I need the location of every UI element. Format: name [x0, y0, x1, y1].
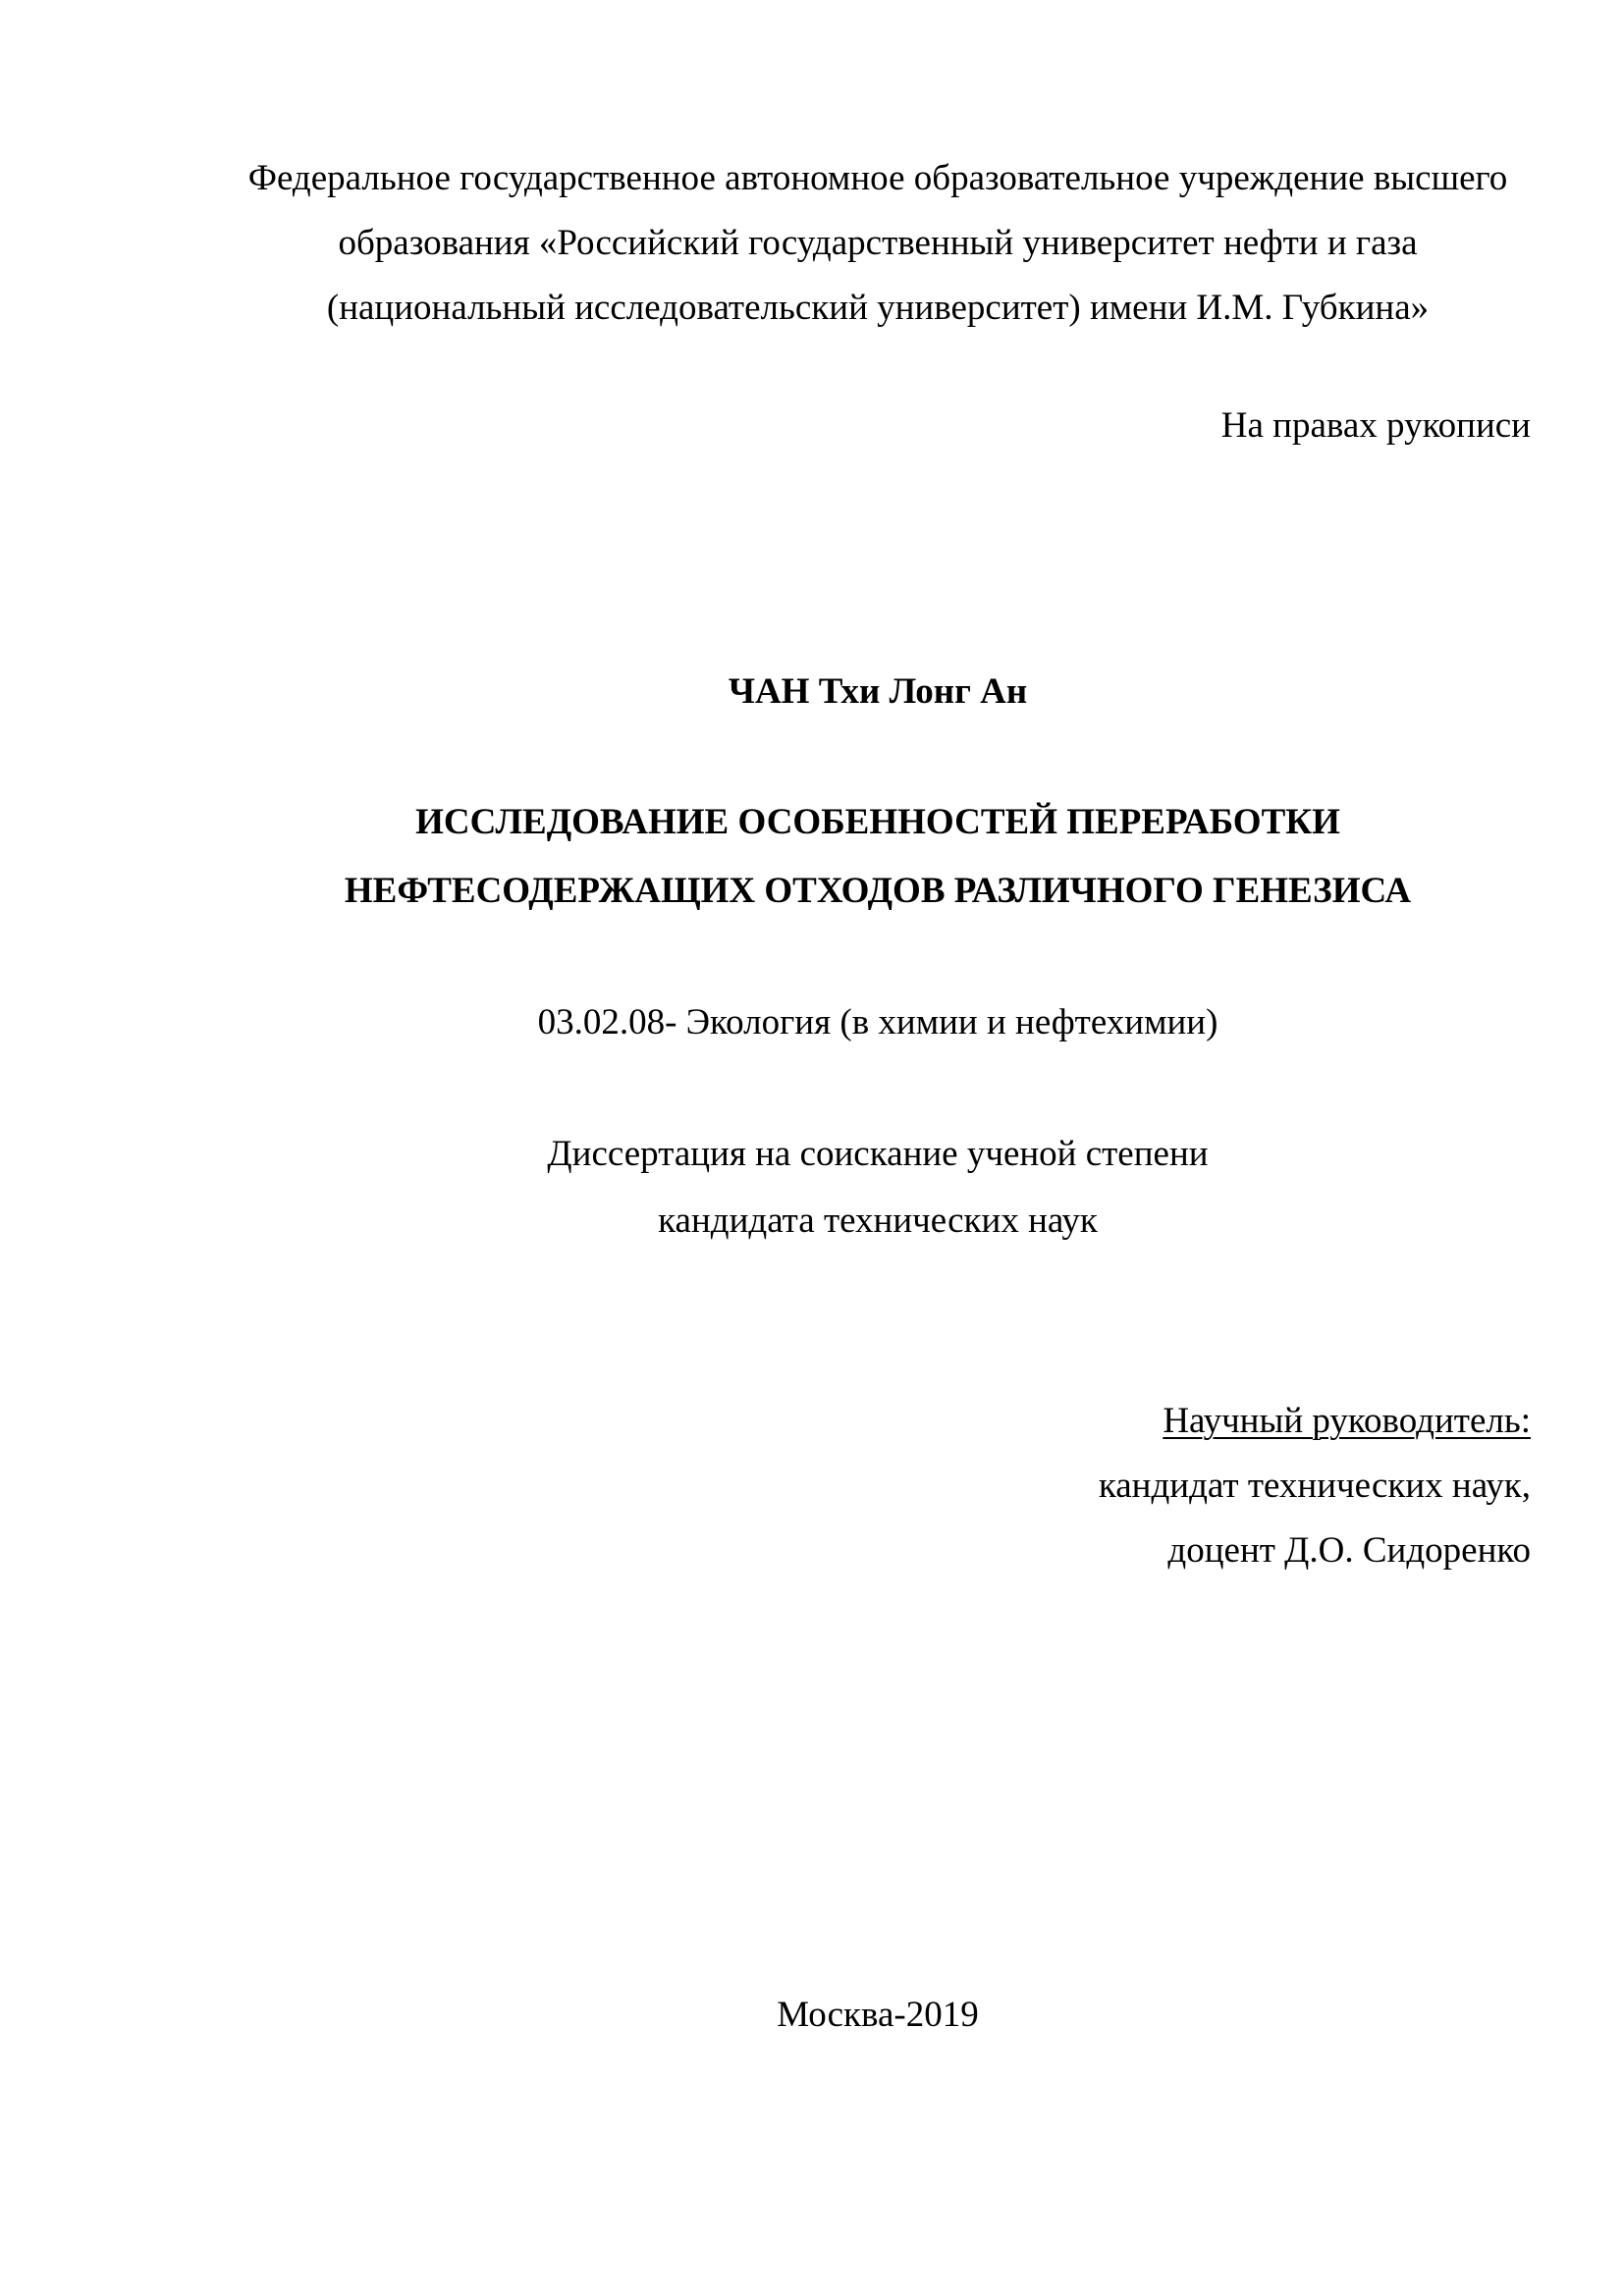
supervisor-name: доцент Д.О. Сидоренко	[1167, 1530, 1531, 1571]
supervisor-degree: кандидат технических наук,	[1098, 1466, 1531, 1506]
manuscript-note: На правах рукописи	[1220, 405, 1531, 446]
degree-line-2: кандидата технических наук	[658, 1201, 1098, 1241]
city-year: Москва-2019	[777, 1995, 979, 2035]
institution-line-2: образования «Российский государственный университет нефти и газа	[338, 223, 1418, 263]
institution-line-1: Федеральное государственное автономное образовательное учреждение высшего	[247, 158, 1508, 198]
institution-line-3: (национальный исследовательский университет) имени И.М. Губкина»	[326, 288, 1430, 328]
dissertation-title-line-1: ИССЛЕДОВАНИЕ ОСОБЕННОСТЕЙ ПЕРЕРАБОТКИ	[415, 802, 1340, 842]
specialty-code: 03.02.08- Экология (в химии и нефтехимии)	[537, 1002, 1218, 1042]
author-name: ЧАН Тхи Лонг Ан	[728, 671, 1028, 712]
dissertation-title-line-2: НЕФТЕСОДЕРЖАЩИХ ОТХОДОВ РАЗЛИЧНОГО ГЕНЕЗИСА	[344, 871, 1412, 911]
supervisor-label: Научный руководитель:	[1163, 1401, 1531, 1441]
degree-line-1: Диссертация на соискание ученой степени	[547, 1134, 1209, 1174]
